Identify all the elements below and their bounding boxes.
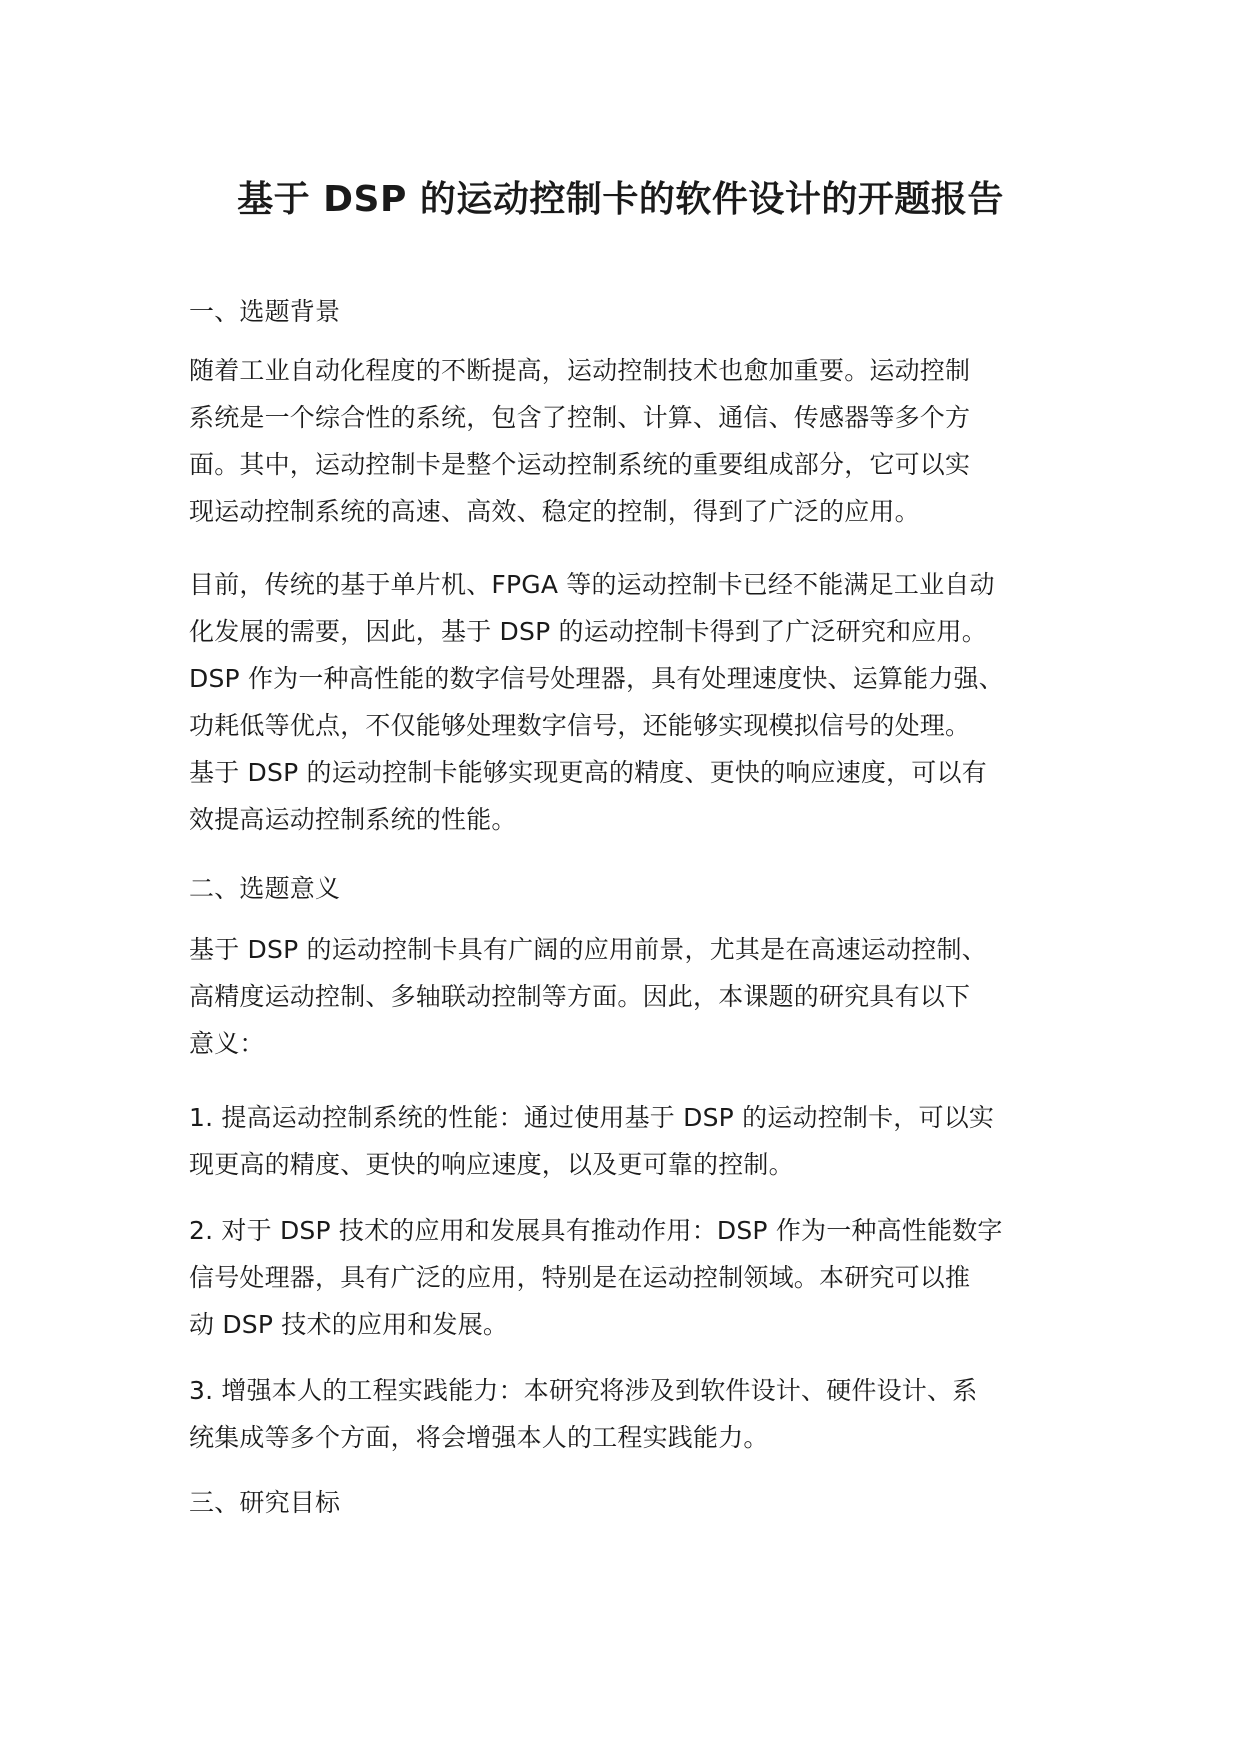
paragraph-line: 意义： <box>189 1029 265 1058</box>
paragraph-line: 动 DSP 技术的应用和发展。 <box>189 1310 509 1339</box>
paragraph-background-2 <box>189 561 1079 843</box>
list-item-2 <box>189 1207 1079 1348</box>
paragraph-line: 化发展的需要，因此，基于 DSP 的运动控制卡得到了广泛研究和应用。 <box>189 617 987 646</box>
paragraph-line: 高精度运动控制、多轴联动控制等方面。因此，本课题的研究具有以下 <box>189 982 971 1011</box>
paragraph-line: 3. 增强本人的工程实践能力：本研究将涉及到软件设计、硬件设计、系 <box>189 1376 978 1405</box>
paragraph-line: 目前，传统的基于单片机、FPGA 等的运动控制卡已经不能满足工业自动 <box>189 570 995 599</box>
paragraph-line: 现更高的精度、更快的响应速度，以及更可靠的控制。 <box>189 1150 794 1179</box>
paragraph-line: 功耗低等优点，不仅能够处理数字信号，还能够实现模拟信号的处理。 <box>189 711 971 740</box>
paragraph-line: 信号处理器，具有广泛的应用，特别是在运动控制领域。本研究可以推 <box>189 1263 971 1292</box>
paragraph-line: 1. 提高运动控制系统的性能：通过使用基于 DSP 的运动控制卡，可以实 <box>189 1103 995 1132</box>
section-heading-background <box>189 288 1079 335</box>
paragraph-line: 现运动控制系统的高速、高效、稳定的控制，得到了广泛的应用。 <box>189 497 920 526</box>
paragraph-line: DSP 作为一种高性能的数字信号处理器，具有处理速度快、运算能力强、 <box>189 664 1004 693</box>
section-heading: 一、选题背景 <box>189 297 341 326</box>
paragraph-line: 面。其中，运动控制卡是整个运动控制系统的重要组成部分，它可以实 <box>189 450 971 479</box>
section-heading-goals <box>189 1479 1079 1526</box>
paragraph-line: 基于 DSP 的运动控制卡能够实现更高的精度、更快的响应速度，可以有 <box>189 758 987 787</box>
paragraph-line: 2. 对于 DSP 技术的应用和发展具有推动作用：DSP 作为一种高性能数字 <box>189 1216 1003 1245</box>
list-item-3 <box>189 1367 1079 1461</box>
paragraph-line: 效提高运动控制系统的性能。 <box>189 805 517 834</box>
list-item-1 <box>189 1094 1079 1188</box>
document-title: 基于 DSP 的运动控制卡的软件设计的开题报告 <box>237 179 1004 220</box>
paragraph-line: 随着工业自动化程度的不断提高，运动控制技术也愈加重要。运动控制 <box>189 356 971 385</box>
paragraph-line: 系统是一个综合性的系统，包含了控制、计算、通信、传感器等多个方 <box>189 403 971 432</box>
paragraph-line: 统集成等多个方面，将会增强本人的工程实践能力。 <box>189 1423 769 1452</box>
paragraph-background-1 <box>189 347 1079 535</box>
section-heading: 三、研究目标 <box>189 1488 341 1517</box>
section-heading: 二、选题意义 <box>189 874 341 903</box>
section-heading-significance <box>189 865 1079 912</box>
paragraph-significance-intro <box>189 926 1079 1067</box>
paragraph-line: 基于 DSP 的运动控制卡具有广阔的应用前景，尤其是在高速运动控制、 <box>189 935 987 964</box>
